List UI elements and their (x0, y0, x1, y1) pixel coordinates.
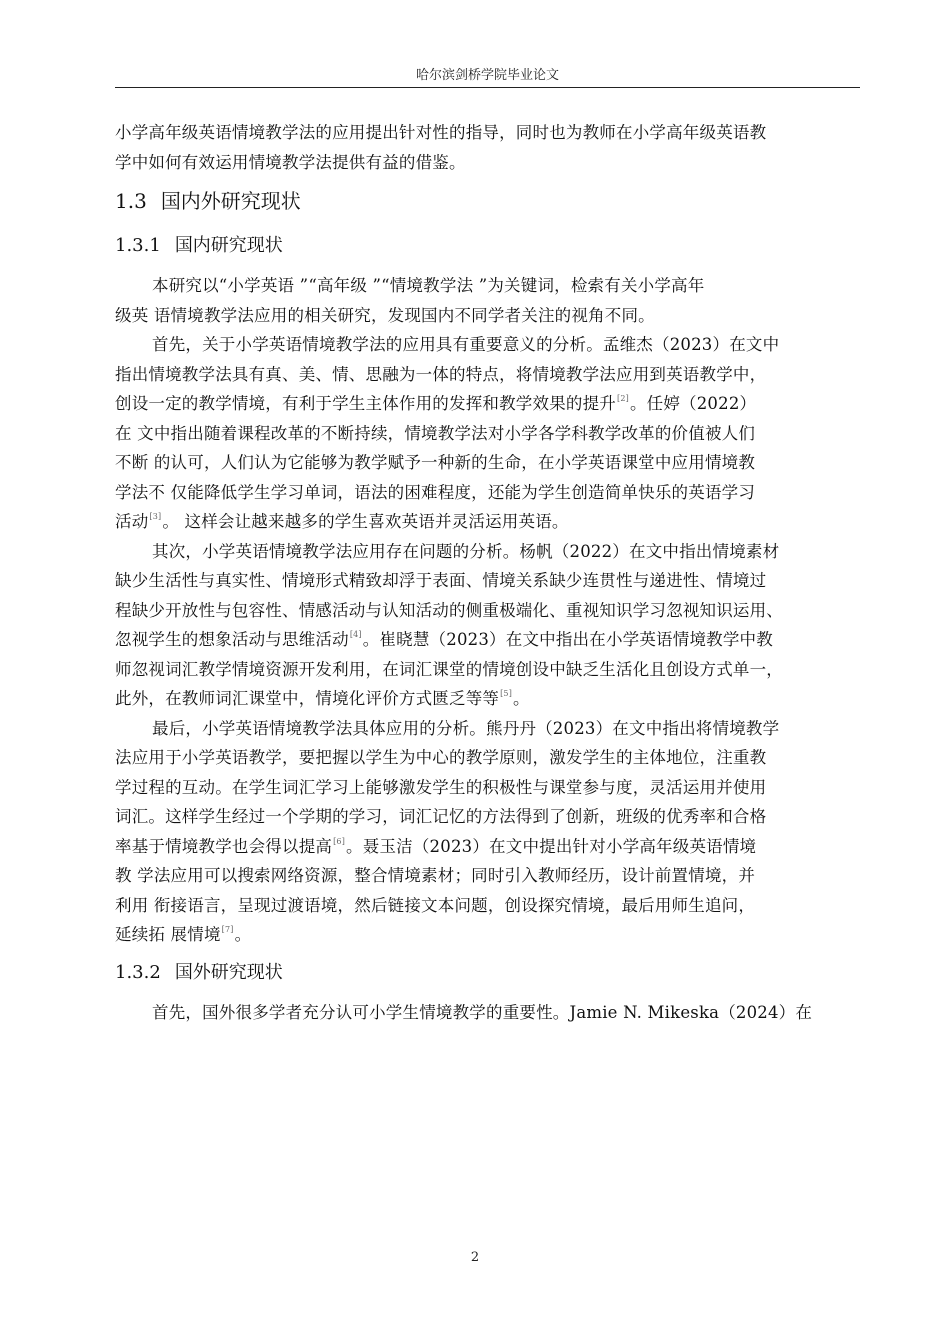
page-header-title: 哈尔滨剑桥学院毕业论文 (415, 68, 559, 83)
paragraph-line: 不断 的认可，人们认为它能够为教学赋予一种新的生命，在小学英语课堂中应用情境教 (115, 453, 756, 472)
paragraph-line: 最后，小学英语情境教学法具体应用的分析。熊丹丹（2023）在文中指出将情境教学 (152, 718, 780, 738)
paragraph-line: 级英 语情境教学法应用的相关研究，发现国内不同学者关注的视角不同。 (115, 305, 655, 325)
text-run: 延续拓 展情境 (115, 925, 221, 944)
paragraph-line (115, 625, 860, 655)
citation-ref: [7] (221, 925, 234, 934)
text-run: 。崔晓慧（2023）在文中指出在小学英语情境教学中教 (362, 630, 773, 649)
paragraph-line (115, 684, 860, 714)
paragraph-line (115, 832, 860, 862)
body-text-line: 小学高年级英语情境教学法的应用提出针对性的指导，同时也为教师在小学高年级英语教 (115, 123, 767, 142)
section-heading-1-3-1 (115, 225, 860, 267)
text-run: 活动 (115, 512, 149, 531)
citation-ref: [2] (617, 394, 629, 403)
paragraph-line: 缺少生活性与真实性、情境形式精致却浮于表面、情境关系缺少连贯性与递进性、情境过 (115, 571, 767, 590)
section-heading-1-3-2 (115, 952, 860, 994)
text-run: 创设一定的教学情境，有利于学生主体作用的发挥和教学效果的提升 (115, 394, 616, 413)
text-run: 。 这样会让越来越多的学生喜欢英语并灵活运用英语。 (162, 512, 569, 531)
paragraph-line: 其次，小学英语情境教学法应用存在问题的分析。杨帆（2022）在文中指出情境素材 (152, 541, 780, 561)
citation-ref: [4] (349, 630, 362, 639)
citation-ref: [6] (333, 836, 346, 846)
section-title: 国内研究现状 (174, 235, 283, 256)
paragraph-line: 首先，关于小学英语情境教学法的应用具有重要意义的分析。孟维杰（2023）在文中 (152, 335, 780, 354)
text-run: 。任婷（2022） (629, 394, 757, 413)
text-run: 率基于情境教学也会得以提高 (115, 836, 333, 856)
paragraph-line: 词汇。这样学生经过一个学期的学习，词汇记忆的方法得到了创新，班级的优秀率和合格 (115, 807, 767, 826)
paragraph-line: 学过程的互动。在学生词汇学习上能够激发学生的积极性与课堂参与度，灵活运用并使用 (115, 777, 767, 797)
header-divider (115, 87, 860, 88)
section-title: 国内外研究现状 (160, 189, 301, 213)
paragraph-line (115, 507, 860, 537)
paragraph-line: 在 文中指出随着课程改革的不断持续，情境教学法对小学各学科教学改革的价值被人们 (115, 423, 756, 443)
paragraph-line: 首先，国外很多学者充分认可小学生情境教学的重要性。Jamie N. Mikeska（2024）在 (152, 1002, 813, 1022)
text-run: 忽视学生的想象活动与思维活动 (115, 630, 349, 649)
citation-ref: [5] (500, 689, 513, 698)
paragraph-line (115, 389, 860, 419)
section-title: 国外研究现状 (174, 961, 283, 983)
paragraph-line: 指出情境教学法具有真、美、情、思融为一体的特点，将情境教学法应用到英语教学中， (115, 364, 767, 384)
paragraph-line: 师忽视词汇教学情境资源开发利用，在词汇课堂的情境创设中缺乏生活化且创设方式单一， (115, 659, 783, 679)
section-heading-1-3 (115, 179, 860, 223)
text-run: 。聂玉洁（2023）在文中提出针对小学高年级英语情境 (346, 836, 757, 856)
text-run: 此外，在教师词汇课堂中，情境化评价方式匮乏等等 (115, 689, 500, 708)
paragraph-line: 利用 衔接语言，呈现过渡语境，然后链接文本问题，创设探究情境，最后用师生追问， (115, 895, 756, 915)
paragraph-line: 程缺少开放性与包容性、情感活动与认知活动的侧重极端化、重视知识学习忽视知识运用、 (115, 600, 783, 620)
text-run: 。 (234, 925, 252, 944)
section-number: 1.3 (115, 189, 147, 213)
citation-ref: [3] (149, 512, 162, 521)
paragraph-line (115, 920, 860, 950)
body-text-line: 学中如何有效运用情境教学法提供有益的借鉴。 (115, 152, 466, 172)
text-run: 。 (513, 689, 530, 708)
section-number: 1.3.2 (115, 961, 161, 983)
document-body (115, 118, 860, 1027)
paragraph-line: 本研究以“小学英语 ”“高年级 ”“情境教学法 ”为关键词，检索有关小学高年 (152, 276, 705, 295)
page-number: 2 (470, 1250, 480, 1265)
section-number: 1.3.1 (115, 235, 161, 256)
paragraph-line: 法应用于小学英语教学，要把握以学生为中心的教学原则，激发学生的主体地位，注重教 (115, 748, 767, 767)
paragraph-line: 学法不 仅能降低学生学习单词，语法的困难程度，还能为学生创造简单快乐的英语学习 (115, 482, 756, 502)
paragraph-line: 教 学法应用可以搜索网络资源，整合情境素材；同时引入教师经历，设计前置情境，并 (115, 866, 756, 885)
